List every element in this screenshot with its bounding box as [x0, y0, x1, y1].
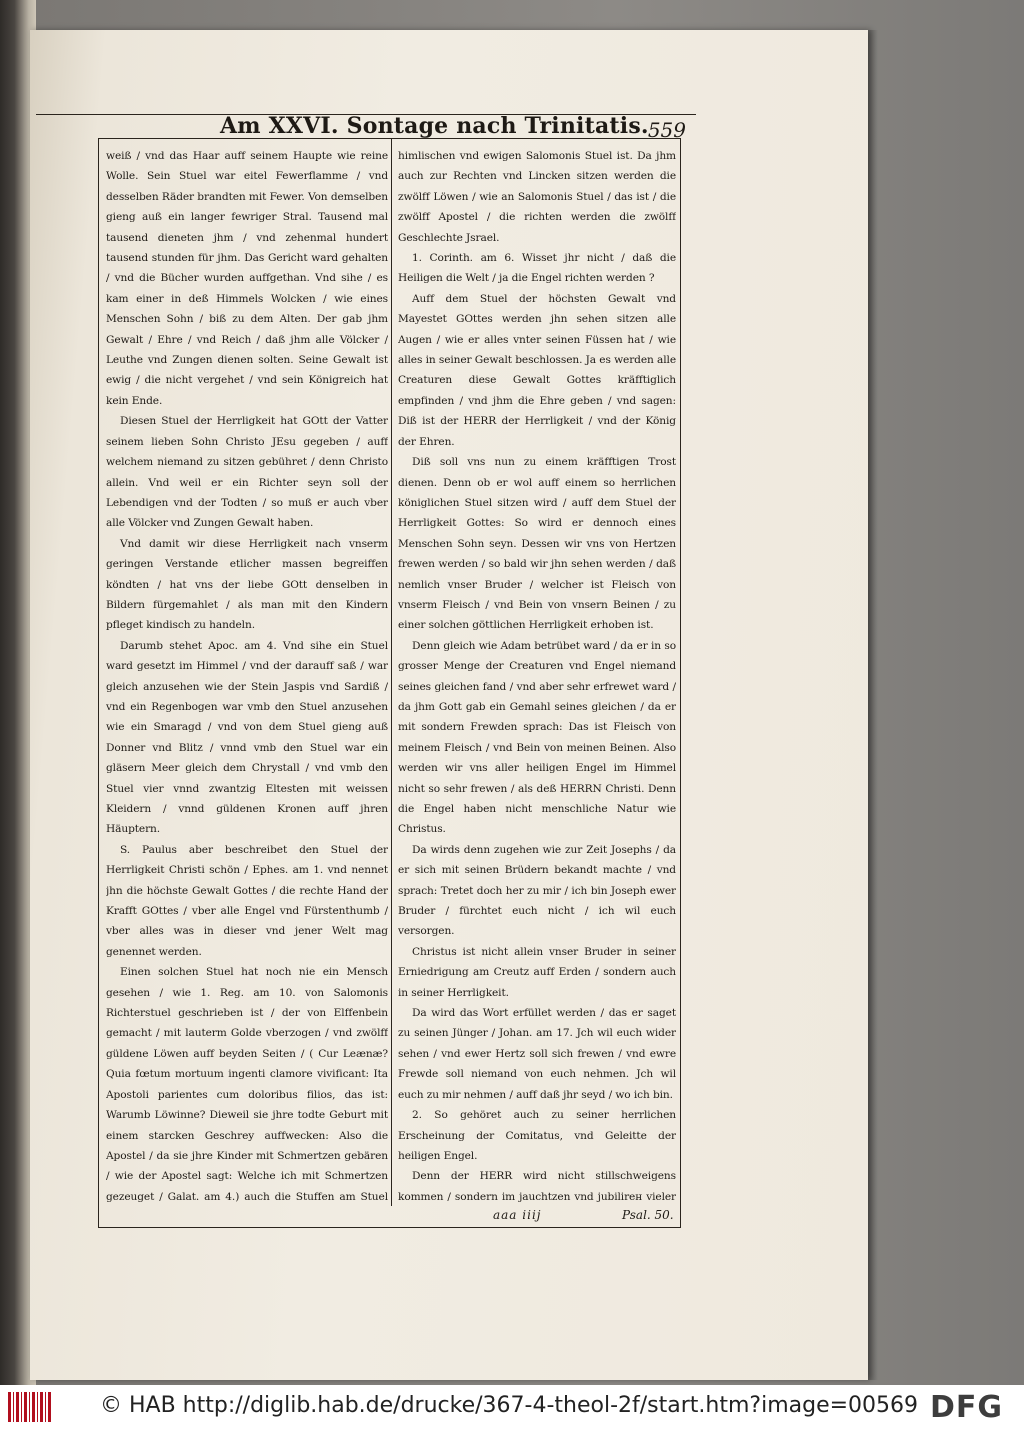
paragraph: Da wirds denn zugehen wie zur Zeit Josephs / da er sich mit seinen Brüdern bekandt machte / vnd sprach: Tretet doch her zu mir / ich bin Joseph ewer Bruder / fürchtet euch nicht / ich wil euch versorgen. — [398, 843, 676, 938]
paragraph: Denn gleich wie Adam betrübet ward / da er in so grosser Menge der Creaturen vnd Engel niemand seines gleichen fand / vnd aber sehr erfrewet ward / da jhm Gott gab ein Gemahl seines gleichen / da er mit sondern Frewden sprach: Das ist Fleisch von meinem Fleisch / vnd Bein von meinen Beinen. Also werden wir vns aller heiligen Engel im Himmel nicht so sehr frewen / als deß HERRN Christi. Denn die Engel haben nicht menschliche Natur wie Christus. — [398, 639, 676, 836]
paragraph: Darumb stehet Apoc. am 4. Vnd sihe ein Stuel ward gesetzt im Himmel / vnd der darauff saß / war gleich anzusehen wie der Stein Jaspis vnd Sardiß / vnd ein Regenbogen war vmb den Stuel anzusehen wie ein Smaragd / vnd von dem Stuel gieng auß Donner vnd Blitz / vnnd vmb den Stuel war ein gläsern Meer gleich dem Chrystall / vnd vmb den Stuel vier vnnd zwantzig Eltesten mit weissen Kleidern / vnnd güldenen Kronen auff jhren Häuptern. — [106, 639, 388, 836]
catchword: Psal. 50. — [622, 1208, 674, 1222]
barcode-logo-icon — [8, 1392, 52, 1422]
paragraph: 1. Corinth. am 6. Wisset jhr nicht / daß die Heiligen die Welt / ja die Engel richten werden ? — [398, 252, 676, 285]
paragraph: Vnd damit wir diese Herrligkeit nach vnserm geringen Verstande etlicher massen begreiffen köndten / hat vns der liebe GOtt denselben in Bildern fürgemahlet / als man mit den Kindern pfleget kindisch zu handeln. — [106, 537, 388, 632]
paragraph: Denn der HERR wird nicht stillschweigens kommen / sondern im jauchtzen vnd jubilirен vieler — [398, 1170, 676, 1203]
source-link[interactable]: © HAB http://diglib.hab.de/drucke/367-4-theol-2f/start.htm?image=00569 — [100, 1393, 919, 1418]
paragraph: Da wird das Wort erfüllet werden / das er saget zu seinen Jünger / Johan. am 17. Jch wil euch wider sehen / vnd ewer Hertz soll sich frewen / vnd ewre Frewde soll niemand von euch nehmen. Jch wil euch zu mir nehmen / auff daß jhr seyd / wo ich bin. — [398, 1007, 676, 1101]
running-head: Am XXVI. Sontage nach Trinitatis. — [220, 113, 649, 139]
provenance-bar — [0, 1385, 1024, 1429]
right-column — [398, 146, 676, 1206]
paragraph: 2. So gehöret auch zu seiner herrlichen Erscheinung der Comitatus, vnd Geleitte der heiligen Engel. — [398, 1109, 676, 1162]
page-shadow — [868, 30, 878, 1380]
left-column — [106, 146, 388, 1206]
paragraph: himlischen vnd ewigen Salomonis Stuel ist. Da jhm auch zur Rechten vnd Lincken sitzen werden die zwölff Löwen / wie an Salomonis Stuel / das ist / die zwölff Apostel / die richten werden die zwölff Geschlechte Jsrael. — [398, 150, 676, 244]
printer-signature: aaa iiij — [493, 1208, 542, 1222]
paragraph: S. Paulus aber beschreibet den Stuel der Herrligkeit Christi schön / Ephes. am 1. vnd nennet jhn die höchste Gewalt Gottes / die rechte Hand der Krafft GOttes / vber alle Engel vnd Fürstenthumb / vber alles was in dieser vnd jener Welt mag genennet werden. — [106, 843, 388, 958]
column-divider — [391, 138, 392, 1206]
paragraph: Diß soll vns nun zu einem kräfftigen Trost dienen. Denn ob er wol auff einem so herrlichen königlichen Stuel sitzen wird / auff dem Stuel der Herrligkeit Gottes: So wird er dennoch eines Menschen Sohn seyn. Dessen wir vns von Hertzen frewen werden / so bald wir jhn sehen werden / daß nemlich vnser Bruder / welcher ist Fleisch von vnserm Fleisch / vnd Bein von vnsern Beinen / zu einer solchen göttlichen Herrligkeit erhoben ist. — [398, 456, 676, 632]
paragraph: weiß / vnd das Haar auff seinem Haupte wie reine Wolle. Sein Stuel war eitel Fewerflamme / vnd desselben Räder brandten mit Fewer. Von demselben gieng auß ein langer fewriger Stral. Tausend mal tausend dieneten jhm / vnd zehenmal hundert tausend stunden für jhm. Das Gericht ward gehalten / vnd die Bücher wurden auffgethan. Vnd sihe / es kam einer in deß Himmels Wolcken / wie eines Menschen Sohn / biß zu dem Alten. Der gab jhm Gewalt / Ehre / vnd Reich / daß jhm alle Völcker / Leuthe vnd Zungen dienen solten. Seine Gewalt ist ewig / die nicht vergehet / vnd sein Königreich hat kein Ende. — [106, 150, 388, 407]
page-number: 559 — [647, 118, 686, 142]
paragraph: Christus ist nicht allein vnser Bruder in seiner Erniedrigung am Creutz auff Erden / sondern auch in seiner Herrligkeit. — [398, 945, 676, 999]
paragraph: Auff dem Stuel der höchsten Gewalt vnd Mayestet GOttes werden jhn sehen sitzen alle Augen / wie er alles vnter seinen Füssen hat / wie alles in seiner Gewalt beschlossen. Ja es werden alle Creaturen diese Gewalt Gottes kräfftiglich empfinden / vnd jhm die Ehre geben / vnd sagen: Diß ist der HERR der Herrligkeit / vnd der König der Ehren. — [398, 292, 676, 448]
dfg-logo: DFG — [930, 1390, 1004, 1425]
paragraph: Diesen Stuel der Herrligkeit hat GOtt der Vatter seinem lieben Sohn Christo JEsu gegeben / auff welchem niemand zu sitzen gebühret / denn Christo allein. Vnd weil er ein Richter seyn soll der Lebendigen vnd der Todten / so muß er auch vber alle Völcker vnd Zungen Gewalt haben. — [106, 415, 388, 530]
paragraph: Einen solchen Stuel hat noch nie ein Mensch gesehen / wie 1. Reg. am 10. von Salomonis Richterstuel geschrieben ist / der von Elffenbein gemacht / mit lauterm Golde vberzogen / vnd zwölff güldene Löwen auff beyden Seiten / ( Cur Leænæ? Quia fœtum mortuum ingenti clamore vivificant: Ita Apostoli parientes cum doloribus filios, das ist: Warumb Löwinne? Dieweil sie jhre todte Geburt mit einem starcken Geschrey auffwecken: Also die Apostel / da sie jhre Kinder mit Schmertzen gebären / wie der Apostel sagt: Welche ich mit Schmertzen gezeuget / Galat. am 4.) auch die Stuffen am Stuel — [106, 966, 388, 1203]
